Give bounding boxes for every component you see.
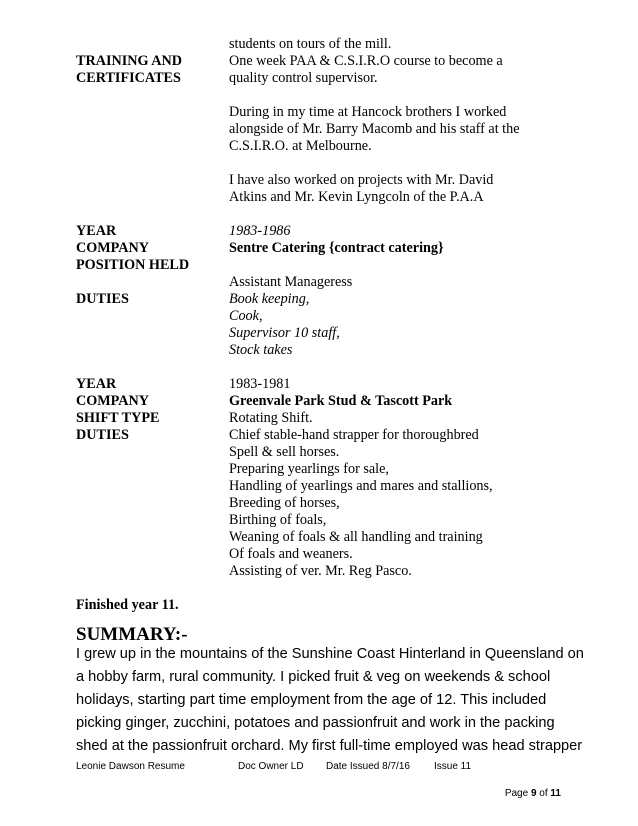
summary-line: a hobby farm, rural community. I picked fruit & veg on weekends & school (76, 669, 551, 685)
job2-duty: Preparing yearlings for sale, (229, 461, 389, 477)
job1-position-row (0, 274, 638, 291)
job2-company: Greenvale Park Stud & Tascott Park (229, 393, 453, 409)
job1-position: Assistant Manageress (229, 274, 353, 290)
summary-line: shed at the passionfruit orchard. My first full-time employed was head strapper (76, 738, 583, 754)
page-footer (76, 760, 556, 774)
job2-duty: Birthing of foals, (229, 512, 327, 528)
job1-duty-row (0, 342, 638, 359)
job1-duty: Book keeping, (229, 291, 310, 307)
job2-duty-row (0, 478, 638, 495)
job1-duty-row (0, 325, 638, 342)
summary-heading: SUMMARY:- (76, 624, 188, 645)
job1-duties-row (0, 291, 638, 308)
footer-issue: Issue 11 (434, 761, 472, 772)
summary-line: picking ginger, zucchini, potatoes and passionfruit and work in the packing (76, 715, 555, 731)
job2-duty: Spell & sell horses. (229, 444, 340, 460)
training-text: I have also worked on projects with Mr. David (229, 172, 494, 188)
training-line (0, 36, 638, 53)
job2-company-row (0, 393, 638, 410)
job2-duty: Handling of yearlings and mares and stallions, (229, 478, 493, 494)
page-prefix: Page (504, 788, 529, 799)
job1-year-row (0, 223, 638, 240)
job2-shift-row (0, 410, 638, 427)
job1-duty: Supervisor 10 staff, (229, 325, 340, 341)
company-label: COMPANY (76, 393, 150, 409)
duties-label: DUTIES (76, 291, 129, 307)
training-line (0, 138, 638, 155)
job2-year: 1983-1981 (229, 376, 291, 392)
company-label: COMPANY (76, 240, 150, 256)
job1-duty: Cook, (229, 308, 263, 324)
job2-duty: Chief stable-hand strapper for thoroughbred (229, 427, 479, 443)
job2-duty-row (0, 546, 638, 563)
page-of: of (539, 788, 548, 799)
job1-company: Sentre Catering {contract catering} (229, 240, 444, 256)
training-line (0, 172, 638, 189)
training-text: quality control supervisor. (229, 70, 378, 86)
job2-shift: Rotating Shift. (229, 410, 313, 426)
footer-document-name: Leonie Dawson Resume (76, 761, 185, 772)
training-text: Atkins and Mr. Kevin Lyngcoln of the P.A.A (229, 189, 484, 205)
training-line (0, 121, 638, 138)
job2-year-row (0, 376, 638, 393)
training-line (0, 104, 638, 121)
job2-duty: Weaning of foals & all handling and training (229, 529, 483, 545)
training-label: TRAINING AND (76, 53, 183, 69)
page-current: 9 (530, 788, 537, 799)
job2-duties-row (0, 427, 638, 444)
job2-duty-row (0, 529, 638, 546)
job2-duty: Assisting of ver. Mr. Reg Pasco. (229, 563, 412, 579)
education-row (0, 597, 638, 614)
duties-label: DUTIES (76, 427, 129, 443)
training-text: C.S.I.R.O. at Melbourne. (229, 138, 372, 154)
training-text: alongside of Mr. Barry Macomb and his staff at the (229, 121, 520, 137)
footer-doc-owner: Doc Owner LD (238, 761, 304, 772)
summary-line: holidays, starting part time employment from the age of 12. This included (76, 692, 547, 708)
job1-duty: Stock takes (229, 342, 293, 358)
position-label: POSITION HELD (76, 257, 190, 273)
shift-type-label: SHIFT TYPE (76, 410, 160, 426)
job2-duty-row (0, 563, 638, 580)
job2-duty-row (0, 461, 638, 478)
finished-year-11: Finished year 11. (76, 597, 179, 613)
job1-year: 1983-1986 (229, 223, 291, 239)
year-label: YEAR (76, 376, 117, 392)
job2-duty-row (0, 512, 638, 529)
training-text: One week PAA & C.S.I.R.O course to become a (229, 53, 503, 69)
training-text: During in my time at Hancock brothers I worked (229, 104, 507, 120)
job1-duty-row (0, 308, 638, 325)
job1-position-label-row (0, 257, 638, 274)
job2-duty-row (0, 495, 638, 512)
training-text: students on tours of the mill. (229, 36, 392, 52)
training-line (0, 70, 638, 87)
job1-company-row (0, 240, 638, 257)
page-total: 11 (550, 788, 561, 799)
page-number (505, 787, 561, 801)
training-line (0, 189, 638, 206)
summary-line: I grew up in the mountains of the Sunshine Coast Hinterland in Queensland on (76, 646, 584, 662)
footer-date-issued: Date Issued 8/7/16 (326, 761, 410, 772)
training-line (0, 53, 638, 70)
job2-duty: Breeding of horses, (229, 495, 340, 511)
job2-duty: Of foals and weaners. (229, 546, 353, 562)
certificates-label: CERTIFICATES (76, 70, 181, 86)
year-label: YEAR (76, 223, 117, 239)
job2-duty-row (0, 444, 638, 461)
